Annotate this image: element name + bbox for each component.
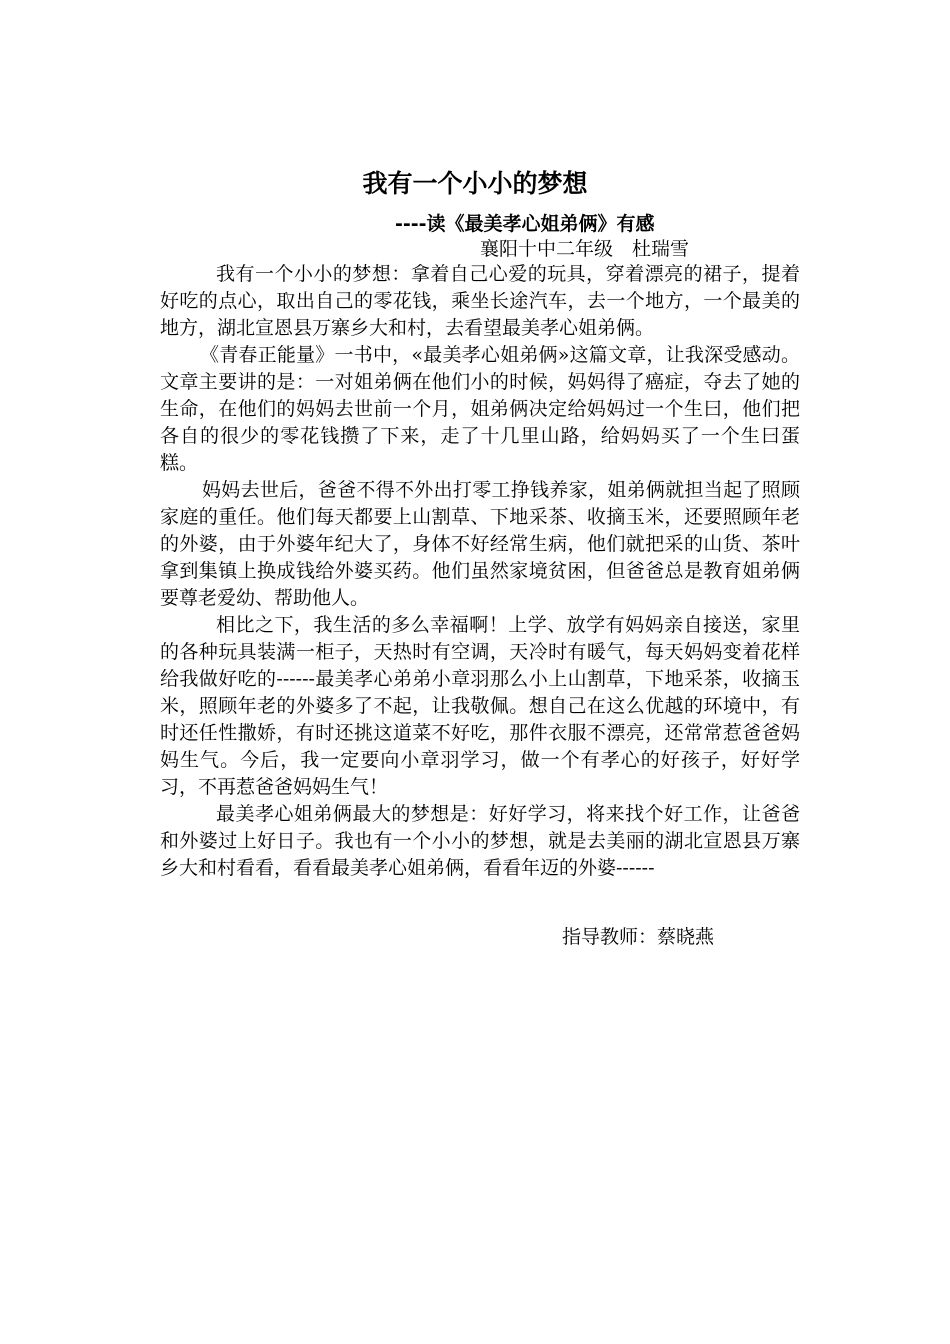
author-line: 襄阳十中二年级 杜瑞雪 xyxy=(480,238,690,260)
essay-body xyxy=(160,261,800,882)
paragraph: 我有一个小小的梦想：拿着自己心爱的玩具，穿着漂亮的裙子，提着好吃的点心，取出自己的零花钱，乘坐长途汽车，去一个地方，一个最美的地方，湖北宣恩县万寨乡大和村，去看望最美孝心姐弟俩。 xyxy=(160,263,800,339)
paragraph: 妈妈去世后，爸爸不得不外出打零工挣钱养家，姐弟俩就担当起了照顾家庭的重任。他们每天都要上山割草、下地采茶、收摘玉米，还要照顾年老的外婆，由于外婆年纪大了，身体不好经常生病，他们就把采的山货、茶叶拿到集镇上换成钱给外婆买药。他们虽然家境贫困，但爸爸总是教育姐弟俩要尊老爱幼、帮助他人。 xyxy=(160,479,800,609)
essay-subtitle: ----读《最美孝心姐弟俩》有感 xyxy=(395,213,655,235)
essay-title: 我有一个小小的梦想 xyxy=(362,169,588,198)
paragraph: 相比之下，我生活的多么幸福啊！上学、放学有妈妈亲自接送，家里的各种玩具装满一柜子，天热时有空调，天冷时有暖气，每天妈妈变着花样给我做好吃的------最美孝心弟弟小章羽那么小上山割草，下地采茶，收摘玉米，照顾年老的外婆多了不起，让我敬佩。想自己在这么优越的环境中，有时还任性撒娇，有时还挑这道菜不好吃，那件衣服不漂亮，还常常惹爸爸妈妈生气。今后，我一定要向小章羽学习，做一个有孝心的好孩子，好好学习，不再惹爸爸妈妈生气！ xyxy=(160,614,800,798)
teacher-signature-line: 指导教师：蔡晓燕 xyxy=(562,926,715,948)
paragraph: 《青春正能量》一书中，«最美孝心姐弟俩»这篇文章，让我深受感动。文章主要讲的是：一对姐弟俩在他们小的时候，妈妈得了癌症，夺去了她的生命，在他们的妈妈去世前一个月，姐弟俩决定给妈妈过一个生曰，他们把各自的很少的零花钱攒了下来，走了十几里山路，给妈妈买了一个生曰蛋糕。 xyxy=(160,344,800,474)
paragraph: 最美孝心姐弟俩最大的梦想是：好好学习，将来找个好工作，让爸爸和外婆过上好日子。我也有一个小小的梦想，就是去美丽的湖北宣恩县万寨乡大和村看看，看看最美孝心姐弟俩，看看年迈的外婆------ xyxy=(160,803,800,879)
